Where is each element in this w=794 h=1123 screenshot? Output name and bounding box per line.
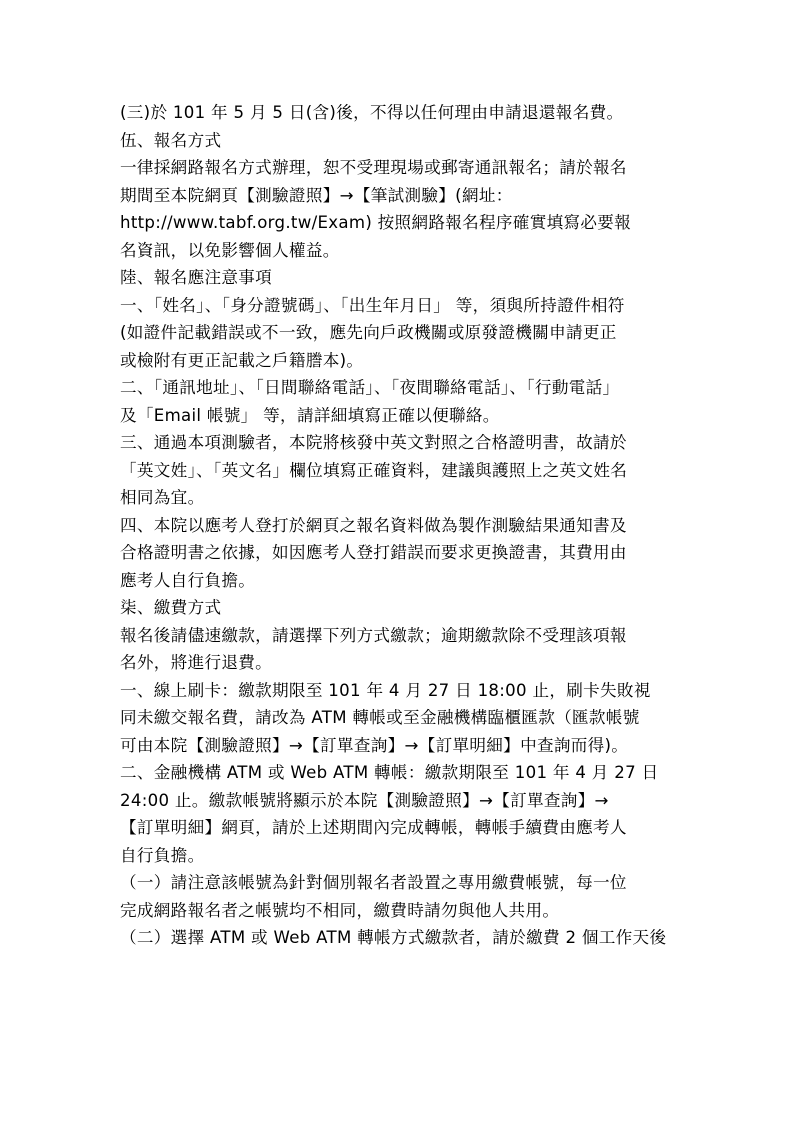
- text-line: 一律採網路報名方式辦理，恕不受理現場或郵寄通訊報名；請於報名: [120, 158, 627, 177]
- text-line: 四、本院以應考人登打於網頁之報名資料做為製作測驗結果通知書及: [120, 515, 627, 535]
- text-line: 自行負擔。: [120, 845, 205, 865]
- text-line: 及「Email 帳號」 等，請詳細填寫正確以便聯絡。: [120, 405, 500, 425]
- section-heading: 柒、繳費方式: [120, 598, 222, 617]
- text-line: 一、「姓名」、「身分證號碼」、「出生年月日」 等，須與所持證件相符: [120, 295, 625, 315]
- document-page: [120, 99, 686, 952]
- text-line: 應考人自行負擔。: [120, 570, 256, 590]
- text-line: 三、通過本項測驗者，本院將核發中英文對照之合格證明書，故請於: [120, 433, 627, 452]
- text-line: 完成網路報名者之帳號均不相同，繳費時請勿與他人共用。: [120, 900, 560, 920]
- text-line: 名外，將進行退費。: [120, 653, 273, 672]
- text-line: 名資訊，以免影響個人權益。: [120, 240, 340, 260]
- text-line: 報名後請儘速繳款，請選擇下列方式繳款；逾期繳款除不受理該項報: [120, 625, 627, 645]
- text-line: 「英文姓」、「英文名」欄位填寫正確資料，建議與護照上之英文姓名: [120, 460, 628, 480]
- text-line: 【訂單明細】網頁，請於上述期間內完成轉帳，轉帳手續費由應考人: [120, 818, 627, 837]
- section-heading: 陸、報名應注意事項: [120, 268, 273, 287]
- text-line: 一、線上刷卡：繳款期限至 101 年 4 月 27 日 18:00 止，刷卡失敗視: [120, 680, 651, 700]
- text-line: （一）請注意該帳號為針對個別報名者設置之專用繳費帳號，每一位: [120, 873, 627, 892]
- text-line: 或檢附有更正記載之戶籍謄本)。: [120, 350, 364, 370]
- text-line: 期間至本院網頁【測驗證照】→【筆試測驗】(網址：: [120, 185, 513, 205]
- text-line: (三)於 101 年 5 月 5 日(含)後，不得以任何理由申請退還報名費。: [120, 103, 624, 122]
- text-line: 二、「通訊地址」、「日間聯絡電話」、「夜間聯絡電話」、「行動電話」: [120, 378, 620, 397]
- text-line: 二、金融機構 ATM 或 Web ATM 轉帳：繳款期限至 101 年 4 月 27 日: [120, 763, 659, 782]
- text-line: (如證件記載錯誤或不一致，應先向戶政機關或原發證機關申請更正: [120, 323, 617, 342]
- text-line: 24:00 止。繳款帳號將顯示於本院【測驗證照】→【訂單查詢】→: [120, 790, 609, 810]
- text-line: 可由本院【測驗證照】→【訂單查詢】→【訂單明細】中查詢而得)。: [120, 735, 629, 755]
- text-line: （二）選擇 ATM 或 Web ATM 轉帳方式繳款者，請於繳費 2 個工作天後: [120, 928, 667, 947]
- text-line: 同未繳交報名費，請改為 ATM 轉帳或至金融機構臨櫃匯款（匯款帳號: [120, 708, 640, 727]
- section-heading: 伍、報名方式: [120, 130, 222, 150]
- text-line: 合格證明書之依據，如因應考人登打錯誤而要求更換證書，其費用由: [120, 543, 627, 562]
- text-line: http://www.tabf.org.tw/Exam) 按照網路報名程序確實填寫必要報: [120, 213, 632, 232]
- text-line: 相同為宜。: [120, 488, 205, 507]
